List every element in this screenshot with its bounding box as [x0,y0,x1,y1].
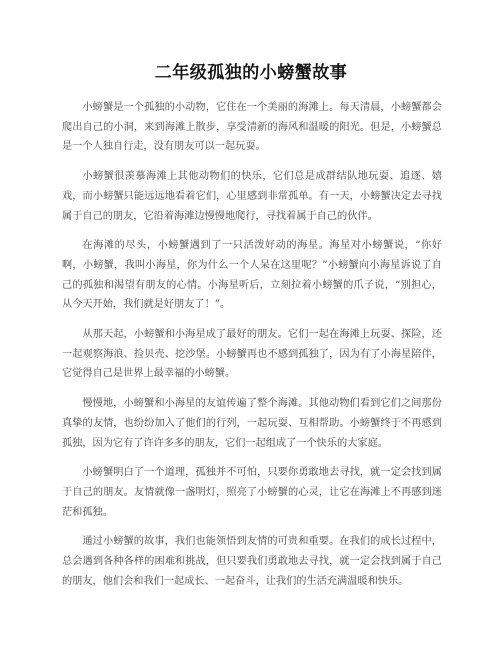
paragraph-1: 小螃蟹是一个孤独的小动物，它住在一个美丽的海滩上。每天清晨，小螃蟹都会爬出自己的小洞，来到海滩上散步，享受清新的海风和温暖的阳光。但是，小螃蟹总是一个人独自行走，没有朋友可以一起玩耍。 [62,102,442,153]
paragraph-5: 慢慢地，小螃蟹和小海星的友谊传遍了整个海滩。其他动物们看到它们之间那份真挚的友情，也纷纷加入了他们的行列，一起玩耍、互相帮助。小螃蟹终于不再感到孤独，因为它有了许许多多的朋友，它们一起组成了一个快乐的大家庭。 [62,398,442,449]
document-title: 二年级孤独的小螃蟹故事 [154,63,348,83]
paragraph-6: 小螃蟹明白了一个道理，孤独并不可怕，只要你勇敢地去寻找，就一定会找到属于自己的朋友。友情就像一盏明灯，照亮了小螃蟹的心灵，让它在海滩上不再感到迷茫和孤独。 [62,467,442,518]
paragraph-4: 从那天起，小螃蟹和小海星成了最好的朋友。它们一起在海滩上玩耍、探险，还一起观察海浪、捡贝壳、挖沙堡。小螃蟹再也不感到孤独了，因为有了小海星陪伴，它觉得自己是世界上最幸福的小螃蟹。 [62,329,442,380]
paragraph-3: 在海滩的尽头，小螃蟹遇到了一只活泼好动的海星。海星对小螃蟹说，“你好啊，小螃蟹，我叫小海星，你为什么一个人呆在这里呢？”小螃蟹向小海星诉说了自己的孤独和渴望有朋友的心情。小海星听后，立刻拉着小螃蟹的爪子说，“别担心，从今天开始，我们就是好朋友了！”。 [62,240,442,311]
paragraph-2: 小螃蟹很羡慕海滩上其他动物们的快乐，它们总是成群结队地玩耍、追逐、嬉戏，而小螃蟹只能远远地看着它们，心里感到非常孤单。有一天，小螃蟹决定去寻找属于自己的朋友，它沿着海滩边慢慢地爬行，寻找着属于自己的伙伴。 [62,171,442,222]
document-body [62,98,442,601]
paragraph-7: 通过小螃蟹的故事，我们也能领悟到友情的可贵和重要。在我们的成长过程中，总会遇到各种各样的困难和挑战，但只要我们勇敢地去寻找，就一定会找到属于自己的朋友，他们会和我们一起成长、一起奋斗，让我们的生活充满温暖和快乐。 [62,536,442,587]
